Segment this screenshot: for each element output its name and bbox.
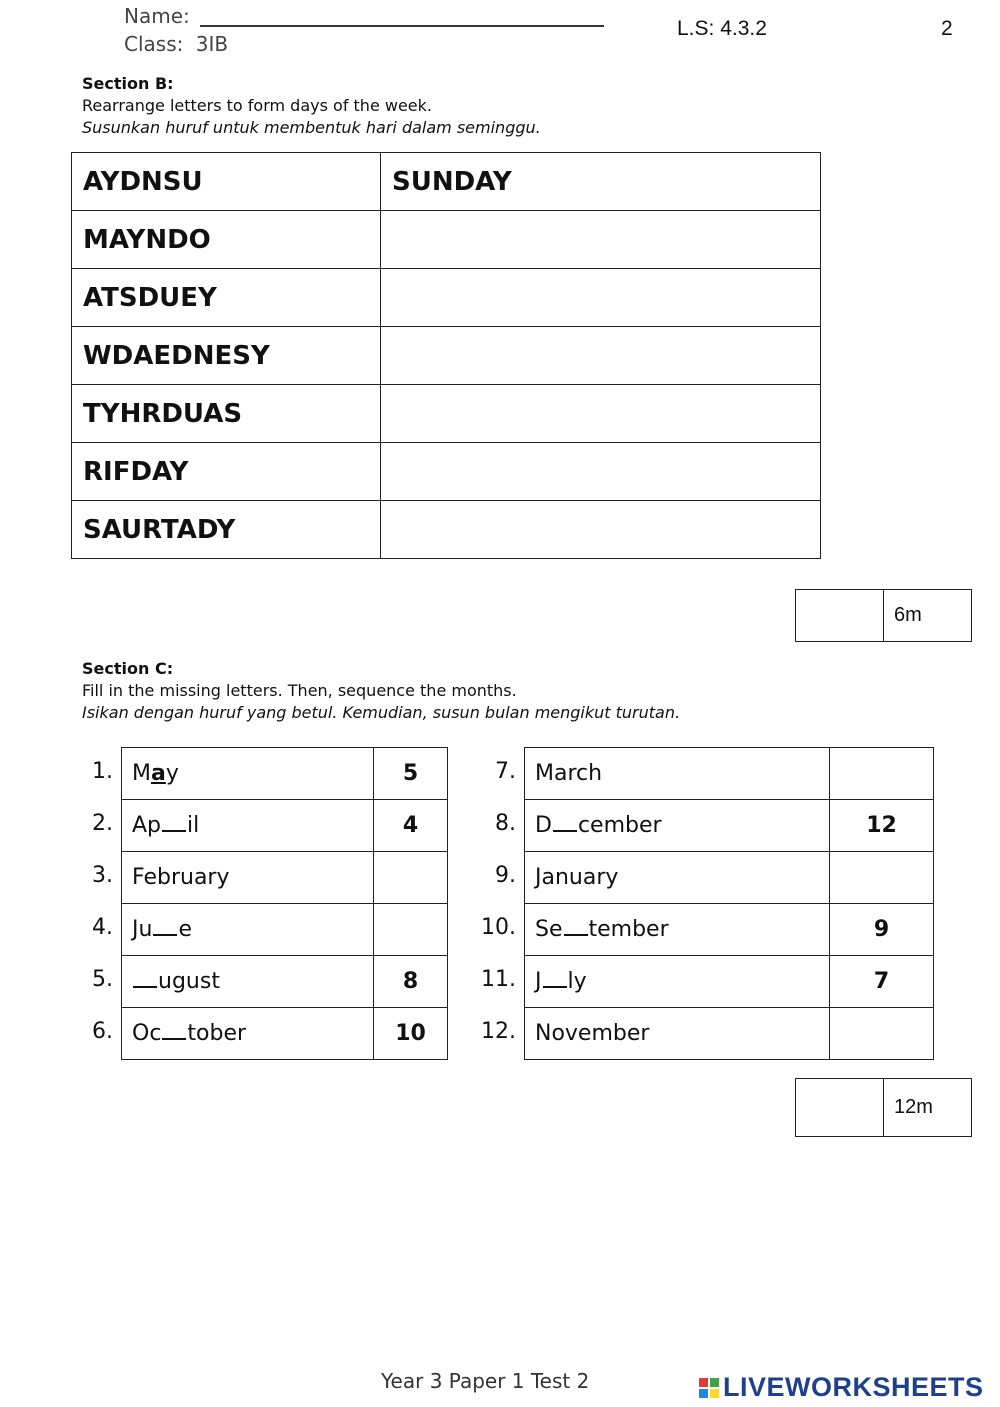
month-name-cell bbox=[122, 904, 374, 956]
months-table-left bbox=[70, 747, 448, 1060]
logo-square bbox=[710, 1389, 719, 1398]
month-order-cell[interactable]: 8 bbox=[374, 956, 448, 1008]
month-row bbox=[525, 1008, 934, 1060]
missing-letter-blank[interactable] bbox=[553, 828, 577, 832]
scrambled-day: RIFDAY bbox=[72, 443, 381, 501]
class-field bbox=[124, 32, 228, 56]
days-table bbox=[71, 152, 821, 559]
month-order-cell[interactable] bbox=[830, 852, 934, 904]
scrambled-day: WDAEDNESY bbox=[72, 327, 381, 385]
month-row bbox=[525, 800, 934, 852]
section-c-score-mark: 12m bbox=[894, 1096, 933, 1118]
logo-square bbox=[710, 1378, 719, 1387]
month-row bbox=[122, 1008, 448, 1060]
logo-square bbox=[699, 1378, 708, 1387]
month-order-cell[interactable]: 4 bbox=[374, 800, 448, 852]
month-row bbox=[122, 748, 448, 800]
month-text-prefix: J bbox=[535, 969, 542, 994]
month-name-cell bbox=[122, 800, 374, 852]
month-index: 7. bbox=[495, 759, 516, 784]
month-order-cell[interactable]: 10 bbox=[374, 1008, 448, 1060]
month-name-cell bbox=[122, 852, 374, 904]
month-text-prefix: D bbox=[535, 813, 552, 838]
missing-letter-blank[interactable] bbox=[543, 984, 567, 988]
month-row bbox=[525, 748, 934, 800]
month-text-suffix: tober bbox=[187, 1021, 247, 1046]
month-index: 2. bbox=[92, 811, 113, 836]
section-b-score-box bbox=[795, 589, 972, 642]
month-text-suffix: tember bbox=[588, 917, 669, 942]
month-text-prefix: February bbox=[132, 865, 230, 890]
liveworksheets-brand: LIVEWORKSHEETS bbox=[723, 1372, 984, 1402]
month-text-prefix: Ap bbox=[132, 813, 162, 838]
liveworksheets-logo-icon bbox=[699, 1378, 719, 1398]
scrambled-day: TYHRDUAS bbox=[72, 385, 381, 443]
day-row bbox=[72, 501, 821, 559]
class-label: Class: bbox=[124, 32, 184, 56]
month-name-cell bbox=[525, 852, 830, 904]
month-index: 6. bbox=[92, 1019, 113, 1044]
missing-letter-blank[interactable] bbox=[162, 828, 186, 832]
name-label: Name: bbox=[124, 4, 190, 28]
learning-standard: L.S: 4.3.2 bbox=[677, 17, 767, 40]
liveworksheets-logo[interactable] bbox=[699, 1372, 984, 1403]
day-answer-cell[interactable] bbox=[381, 327, 821, 385]
month-order-cell[interactable]: 9 bbox=[830, 904, 934, 956]
missing-letter-blank[interactable] bbox=[133, 984, 157, 988]
month-row bbox=[525, 852, 934, 904]
month-index: 1. bbox=[92, 759, 113, 784]
month-text-suffix: ly bbox=[567, 969, 587, 994]
scrambled-day: AYDNSU bbox=[72, 153, 381, 211]
month-text-prefix: Ju bbox=[132, 917, 153, 942]
missing-letter-blank[interactable] bbox=[162, 1036, 186, 1040]
month-index: 4. bbox=[92, 915, 113, 940]
month-order-cell[interactable] bbox=[374, 852, 448, 904]
month-index: 8. bbox=[495, 811, 516, 836]
name-input-line[interactable] bbox=[200, 25, 604, 27]
section-c-title: Section C: bbox=[82, 659, 174, 678]
footer-test-label: Year 3 Paper 1 Test 2 bbox=[381, 1369, 590, 1393]
month-text-prefix: M bbox=[132, 761, 151, 786]
day-row bbox=[72, 443, 821, 501]
missing-letter-filled[interactable]: a bbox=[150, 761, 166, 786]
month-order-cell[interactable] bbox=[830, 1008, 934, 1060]
month-name-cell bbox=[525, 904, 830, 956]
month-index: 12. bbox=[481, 1019, 516, 1044]
missing-letter-blank[interactable] bbox=[153, 932, 177, 936]
month-text-suffix: e bbox=[178, 917, 192, 942]
month-name-cell bbox=[525, 748, 830, 800]
month-text-suffix: il bbox=[187, 813, 200, 838]
month-row bbox=[122, 904, 448, 956]
month-name-cell bbox=[525, 800, 830, 852]
month-name-cell bbox=[525, 1008, 830, 1060]
section-b-instruction-en: Rearrange letters to form days of the week. bbox=[82, 96, 432, 115]
day-row bbox=[72, 269, 821, 327]
month-order-cell[interactable]: 5 bbox=[374, 748, 448, 800]
day-answer-cell[interactable] bbox=[381, 269, 821, 327]
day-answer-cell[interactable] bbox=[381, 385, 821, 443]
month-text-prefix: March bbox=[535, 761, 603, 786]
page-number: 2 bbox=[941, 17, 953, 40]
month-row bbox=[525, 956, 934, 1008]
day-row bbox=[72, 327, 821, 385]
section-c-score-box bbox=[795, 1078, 972, 1137]
day-row bbox=[72, 211, 821, 269]
months-table-right bbox=[472, 747, 934, 1060]
logo-square bbox=[699, 1389, 708, 1398]
month-order-cell[interactable]: 12 bbox=[830, 800, 934, 852]
month-name-cell bbox=[525, 956, 830, 1008]
month-name-cell bbox=[122, 748, 374, 800]
month-text-prefix: Oc bbox=[132, 1021, 162, 1046]
month-text-suffix: ugust bbox=[158, 969, 220, 994]
month-text-suffix: y bbox=[165, 761, 179, 786]
class-value: 3IB bbox=[195, 32, 229, 56]
month-name-cell bbox=[122, 956, 374, 1008]
month-row bbox=[122, 852, 448, 904]
section-b-score-input[interactable] bbox=[796, 590, 884, 641]
day-answer-cell[interactable] bbox=[381, 443, 821, 501]
month-row bbox=[122, 800, 448, 852]
month-order-cell[interactable] bbox=[830, 748, 934, 800]
section-c-instruction-en: Fill in the missing letters. Then, sequence the months. bbox=[82, 681, 517, 700]
month-text-prefix: Se bbox=[535, 917, 563, 942]
day-answer-cell[interactable] bbox=[381, 211, 821, 269]
section-b-instruction-ms: Susunkan huruf untuk membentuk hari dalam seminggu. bbox=[82, 118, 541, 137]
section-c-instruction-ms: Isikan dengan huruf yang betul. Kemudian, susun bulan mengikut turutan. bbox=[82, 703, 681, 722]
month-index: 11. bbox=[481, 967, 516, 992]
month-text-suffix: cember bbox=[577, 813, 662, 838]
month-name-cell bbox=[122, 1008, 374, 1060]
month-text-prefix: November bbox=[535, 1021, 650, 1046]
section-b-title: Section B: bbox=[82, 74, 174, 93]
month-index: 3. bbox=[92, 863, 113, 888]
scrambled-day: SAURTADY bbox=[72, 501, 381, 559]
month-row bbox=[525, 904, 934, 956]
scrambled-day: ATSDUEY bbox=[72, 269, 381, 327]
month-order-cell[interactable]: 7 bbox=[830, 956, 934, 1008]
month-index: 5. bbox=[92, 967, 113, 992]
day-answer-cell[interactable] bbox=[381, 501, 821, 559]
missing-letter-blank[interactable] bbox=[564, 932, 588, 936]
month-index: 10. bbox=[481, 915, 516, 940]
month-order-cell[interactable] bbox=[374, 904, 448, 956]
scrambled-day: MAYNDO bbox=[72, 211, 381, 269]
section-b-score-mark: 6m bbox=[894, 604, 922, 626]
month-index: 9. bbox=[495, 863, 516, 888]
day-row bbox=[72, 153, 821, 211]
month-row bbox=[122, 956, 448, 1008]
day-answer-cell[interactable]: SUNDAY bbox=[381, 153, 821, 211]
day-row bbox=[72, 385, 821, 443]
month-text-prefix: January bbox=[535, 865, 619, 890]
section-c-score-input[interactable] bbox=[796, 1079, 884, 1136]
